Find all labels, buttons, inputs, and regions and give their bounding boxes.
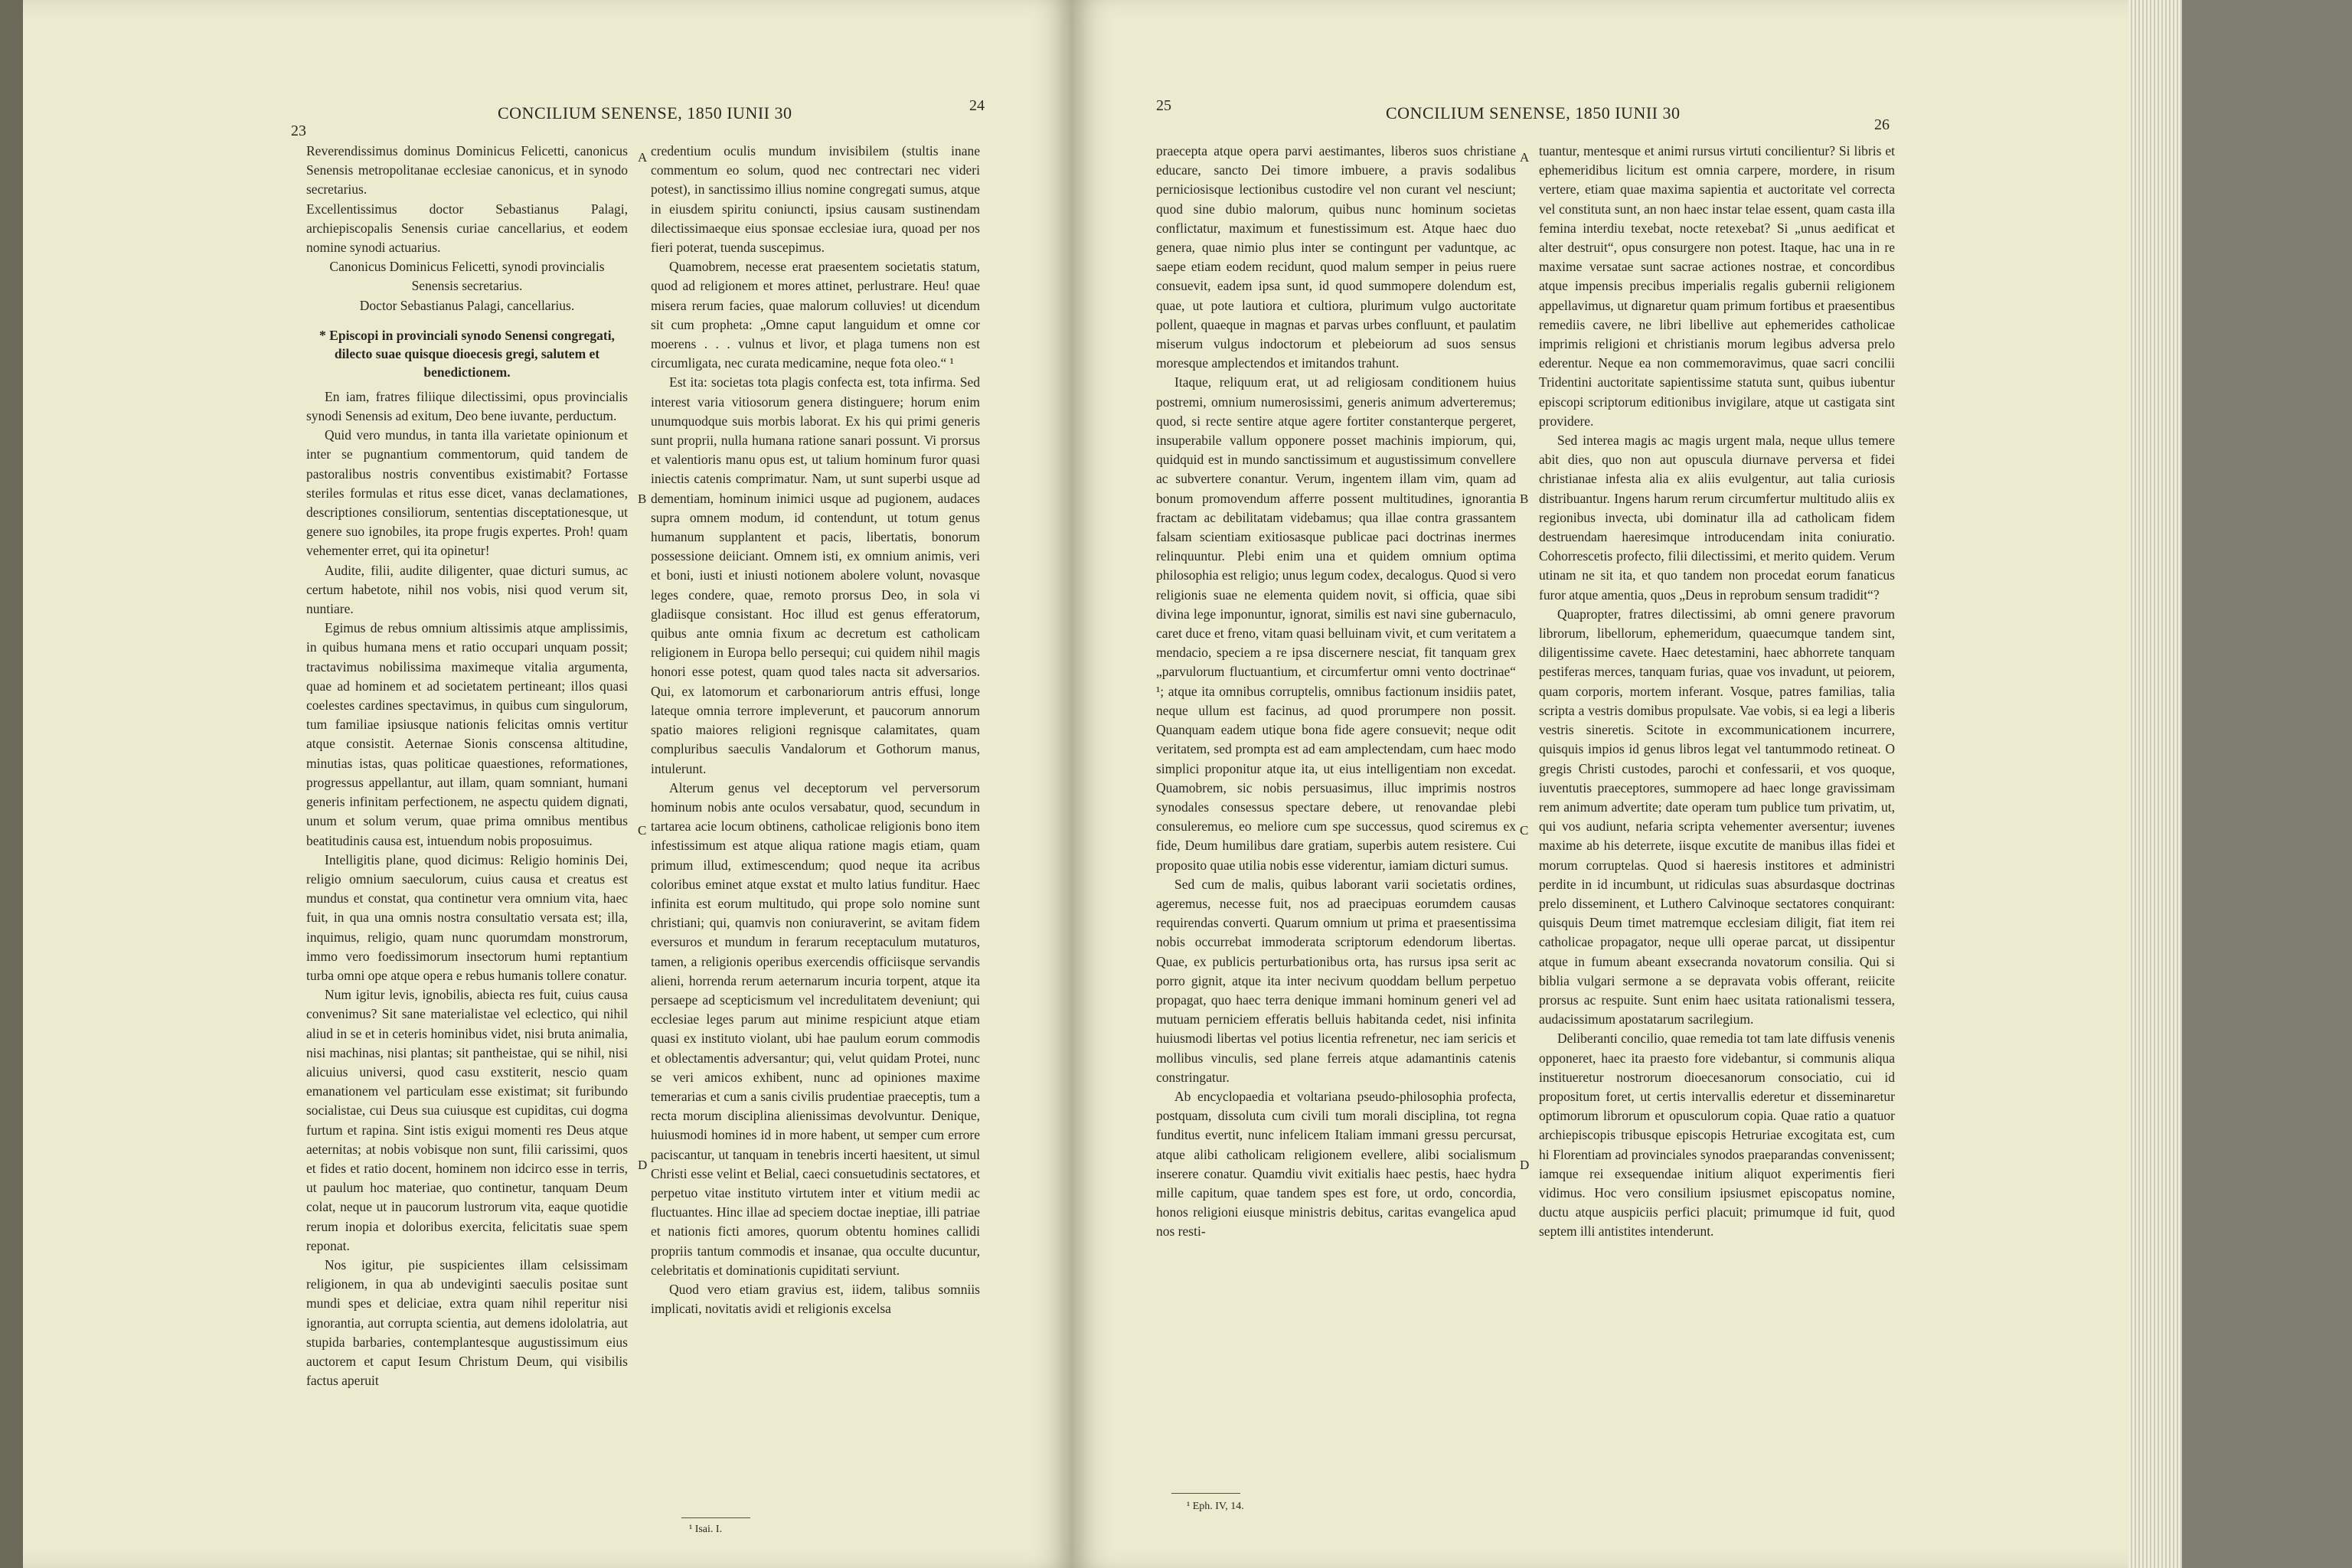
- paragraph: Audite, filii, audite diligenter, quae dicturi sumus, ac certum habetote, nihil nos vobis, nisi quod verum sit, nuntiare.: [306, 562, 628, 617]
- right-column-1: [1156, 142, 1516, 1504]
- paragraph: Nos igitur, pie suspicientes illam celsissimam religionem, in qua ab undeviginti saeculis positae sunt mundi spes et deliciae, extra quam nihil reperitur nisi ignorantia, aut corrupta scientia, aut demens idololatria, aut stupida barbaries, contemplantesque augustissimum eius auctorem et caput Iesum Christum Deum, qui visibilis factus aperuit: [306, 1256, 628, 1389]
- intro-paragraph: Excellentissimus doctor Sebastianus Palagi, archiepiscopalis Senensis curiae cancellarius, et eodem nomine synodi actuarius.: [306, 201, 628, 256]
- footnote-rule: [1171, 1493, 1240, 1494]
- left-page: [23, 0, 1072, 1568]
- paragraph: Ab encyclopaedia et voltariana pseudo-philosophia profecta, postquam, dissoluta cum civili tum morali disciplina, tot regna funditus evertit, nunc infelicem Italiam immani gressu percursat, atque alibi catholicam religionem evellere, alibi socialismum inserere conatur. Quamdiu vivit exitialis haec pestis, haec hydra mille capitum, quae tandem spes est fore, ut ordo, concordia, honos religioni eiusque ministris debitus, caritas evangelica apud nos resti-: [1156, 1088, 1516, 1240]
- paragraph: En iam, fratres filiique dilectissimi, opus provincialis synodi Senensis ad exitum, Deo bene iuvante, perductum.: [306, 388, 628, 424]
- page-number: 24: [969, 97, 985, 114]
- left-column-1: [306, 142, 628, 1504]
- page-number: 26: [1874, 116, 1890, 133]
- paragraph: Sed cum de malis, quibus laborant varii societatis ordines, ageremus, necesse fuit, nos ad praecipuas eorumdem causas requirendas converti. Quarum omnium ut prima et praesentissima nobis occurrebat immoderata scriptorum edendorum libertas. Quae, ex publicis perturbationibus orta, has rursus ipsa serit ac porro gignit, atque ita inter necivum quoddam bellum perpetuo propagat, quo haec terra denique immani hominum generi vel ad mutuam perniciem efferatis belluis habitanda cedet, nisi infinita huiusmodi libertas vel potius licentia refrenetur, nec iam sericis et mollibus vinculis, sed plane ferreis atque adamantinis catenis constringatur.: [1156, 876, 1516, 1085]
- letter-heading: * Episcopi in provinciali synodo Senensi congregati, dilecto suae quisque dioecesis gregi, salutem et benedictionem.: [319, 327, 615, 380]
- paragraph: Alterum genus vel deceptorum vel perversorum hominum nobis ante oculos versabatur, quod, secundum in tartarea acie locum obtinens, catholicae religionis bono item infestissimum est atque aliqua ratione magis etiam, quam primum illud, extimescendum; quod neque ita acribus coloribus eminet atque exstat et multo latius funditur. Haec infinita est eorum multitudo, qui prope solo nomine sunt christiani; qui, quamvis non coniuraverint, se avitam fidem eversuros et mundum in ferarum receptaculum mutaturos, tamen, a religionis operibus exercendis officiisque servandis alieni, horrenda rerum aeternarum incuria torpent, atque ita persaepe ad scepticismum vel incredulitatem deveniunt; qui ecclesiae leges parum aut minime respiciunt atque etiam quasi ex instituto violant, ubi hae paulum eorum commodis et oblectamentis adversantur; qui, velut quidam Protei, nunc se veri amicos exhibent, nunc ad opiniones maxime temerarias et cum a sanis civilis prudentiae praeceptis, tum a recta morum disciplina alienissimas devolvuntur. Denique, huiusmodi homines id in more habent, ut semper cum errore paciscantur, ut tanquam in tenebris incerti haesitent, ut simul Christi esse velint et Belial, caeci consuetudinis sectatores, et perpetuo vitae instituto virtutem inter et vitium medii ac fluctuantes. Hinc illae ad speciem doctae ineptiae, illi patriae et nationis ficti amores, quorum obtentu homines callidi propriis tantum commodis et insanae, qua occulte ducuntur, celebritatis et dominationis cupiditati serviunt.: [651, 779, 980, 1278]
- margin-letter: D: [638, 1158, 648, 1172]
- paragraph: Num igitur levis, ignobilis, abiecta res fuit, cuius causa convenimus? Sit sane materialistae vel eclectico, qui nihil aliud in se et in ceteris hominibus videt, nisi bruta animalia, nisi machinas, nisi plantas; sit pantheistae, qui se nihil, nisi alicuius universi, quod casu exstiterit, nescio quam emanationem vel particulam esse existimat; sit furibundo socialistae, cui Deus sua cuiusque est cupiditas, cui dogma furtum et rapina. Sint istis exigui momenti res Deus atque aeternitas; at nobis vobisque non sunt, filii carissimi, quos et fides et ratio docent, hominem non idcirco esse in terris, ut paulum hoc materiae, quo continetur, tanquam Deum colat, neque ut in paucorum lustrorum vita, eaque quotidie rerum inopia et doloribus exercita, felicitatis suae spem reponat.: [306, 987, 628, 1253]
- running-head: CONCILIUM SENENSE, 1850 IUNII 30: [1386, 103, 1681, 122]
- paragraph: Deliberanti concilio, quae remedia tot tam late diffusis venenis opponeret, haec ita praesto fore videbantur, si communis aliqua institueretur nostrorum dioecesanorum consociatio, cui id propositum foret, ut certis intervallis ederetur et disseminaretur optimorum librorum et opusculorum copia. Quae ratio a quatuor archiepiscopis tribusque episcopis Hetruriae excogitata est, cum hi Florentiam ad provinciales synodos praeparandas convenissent; iamque rei exsequendae initium aliquot experimentis fieri vidimus. Hoc vero consilium ipsiusmet episcopatus nomine, ductu atque auspiciis perfici placuit; primumque id fuit, quod septem illi antistites intenderunt.: [1539, 1031, 1895, 1240]
- paragraph: Quod vero etiam gravius est, iidem, talibus somniis implicati, novitatis avidi et religionis excelsa: [651, 1281, 980, 1317]
- right-page: [1072, 0, 2128, 1568]
- intro-paragraph: Reverendissimus dominus Dominicus Felicetti, canonicus Senensis metropolitanae ecclesiae canonicus, et in synodo secretarius.: [306, 143, 628, 198]
- paragraph: Quapropter, fratres dilectissimi, ab omni genere pravorum librorum, libellorum, ephemeridum, quaecumque tandem sint, diligentissime cavete. Haec detestamini, haec abhorrete tanquam pestiferas merces, tanquam furias, quae vos invadunt, ut peiorem, quam corporis, mortem inferant. Vosque, patres familias, talia scripta a vestris domibus propulsate. Vae vobis, si ea legi a liberis vestris sineretis. Scitote in excommunicationem incurrere, quisquis impios id genus libros legat vel tantummodo retineat. O gregis Christi custodes, parochi et confessarii, et vos quoque, iuventutis praeceptores, summopere ad haec longe gravissimam rem animum advertite; date operam tum publice tum privatim, ut, qui vos audiunt, nefaria scripta vehementer aversentur; iuvenes maxime ab his deterrete, iisque excutite de manibus illas fidei et morum corruptelas. Quod si haeresis institores et administri perdite in id incumbunt, ut ridiculas suas absurdasque doctrinas prelo disseminent, et Luthero Calvinoque sectatores conquirant: quisquis Deum timet matremque ecclesiam diligit, fiat item rei catholicae propagator, neque ulli operae parcat, ut dissipentur atque in fumum abeant exsecranda novatorum consilia. Qui si biblia vulgari sermone a se depravata vobis offerant, reiicite prorsus ac respuite. Sunt enim haec usitata rationalismi tessera, audacissimum apostatarum sacrilegium.: [1539, 606, 1895, 1027]
- margin-letter: A: [638, 150, 648, 165]
- footnote: ¹ Isai. I.: [689, 1524, 723, 1535]
- page-number: 23: [291, 122, 306, 139]
- paragraph: Intelligitis plane, quod dicimus: Religio hominis Dei, religio omnium saeculorum, cuius causa et creatus est mundus et constat, qua continetur vera omnium vita, haec fuit, in qua una omnis nostra consultatio versata est; illa, inquimus, religio, quam nunc quorumdam monstrorum, immo vero foedissimorum insectorum humi reptantium turba omni ope atque opera e rebus humanis tollere conatur.: [306, 851, 628, 983]
- margin-letter: B: [638, 492, 647, 506]
- paragraph: tuantur, mentesque et animi rursus virtuti concilientur? Si libris et ephemeridibus licitum est omnia carpere, mordere, in risum vertere, etiam quae maxima sapientia et auctoritate vel correcta vel constituta sunt, an non haec instar telae essent, quam casta illa femina interdiu texebat, nocte retexebat? Si „unus aedificat et alter destruit“, opus consurgere non potest. Itaque, hac una in re maxime versatae sunt sacrae actiones nostrae, et concordibus atque impensis precibus imperialis regalis gubernii religionem appellavimus, ut dignaretur quam primum fortibus et praesentibus remediis cavere, ne libri libellive aut ephemerides catholicae imprimis religioni et christianis morum legibus adversa prelo ederentur. Neque ea non commemoravimus, quae sacri concilii Tridentini auctoritate sapientissime statuta sunt, quibus iubentur episcopi scriptorum editionibus invigilare, atque ut castigata sint providere.: [1539, 143, 1895, 429]
- margin-letter: A: [1520, 150, 1530, 165]
- margin-letter: D: [1520, 1158, 1530, 1172]
- right-column-2: [1539, 142, 1895, 1504]
- footnote: ¹ Eph. IV, 14.: [1187, 1501, 1244, 1512]
- page-number: 25: [1156, 97, 1171, 114]
- paragraph: Egimus de rebus omnium altissimis atque amplissimis, in quibus humana mens et ratio occupari unquam possit; tractavimus nobilissima maximeque vitalia argumenta, quae ad hominem et ad societatem pertineant; illos quasi coelestes cardines spectavimus, in quibus cum singulorum, tum familiae ipsiusque nationis felicitas omnis vertitur atque consistit. Aeternae Sionis conscensa altitudine, minutias istas, quas politicae quaestiones, reformationes, progressus appellantur, aut illam, quam somniant, humani generis infinitam perfectionem, ne aspectu quidem dignati, unum et solum verum, quae prima omnibus mentibus beatitudinis causa est, intuendum nobis proposuimus.: [306, 620, 628, 848]
- paragraph: Itaque, reliquum erat, ut ad religiosam conditionem huius postremi, omnium numerosissimi, generis animum adverteremus; quod, si recte sentire atque agere fortiter constanterque pergeret, insuperabile vallum opponere posset machinis impiorum, qui, quidquid est in mundo sanctissimum et augustissimum convellere ac subvertere conantur. Verum, ingentem illam vim, quam ad bonum promovendum afferre possent multitudines, ignorantia fractam ac debilitatam videbamus; qua illae contra grassantem falsam scientiam exitiosasque publicae paci doctrinas inermes relinquuntur. Plebi enim una et quidem omnium optima philosophia est religio; unus legum codex, decalogus. Quod si vero religionis suae ne elementa quidem novit, si officia, quae sibi divina lege imponuntur, ignorat, similis est navi sine gubernaculo, caret duce et freno, vitam quasi belluinam vivit, et cum veritatem a mendacio, speciem a re ipsa discernere nesciat, fit tanquam grex „parvulorum fluctuantium, et circumfertur omni vento doctrinae“ ¹; atque ita omnibus corruptelis, omnibus factionum insidiis patet, neque ullum est facinus, ad quod prorumpere non possit. Quanquam eadem utique bona fide agere consuevit; neque odit veritatem, sed prompta est ad eam amplectendam, cum haec modo simplici proponitur atque ita, ut eius intelligentiam non excedat. Quamobrem, sic nobis persuasimus, illuc imprimis nostros synodales consessus spectare debere, ut renovandae plebi consuleremus, eo meliore cum spe successus, quod sciremus ex fide, Deum humilibus dare gratiam, superbis autem resistere. Cui proposito quae utilia nobis esse viderentur, iamiam dicturi sumus.: [1156, 374, 1516, 873]
- paragraph: credentium oculis mundum invisibilem (stultis inane commentum eo solum, quod nec contrectari nec videri potest), in sanctissimo illius nomine congregati sumus, atque in eiusdem spiritu coniuncti, ipsius causam sustinendam dilectissimaeque eius sponsae ecclesiae iura, quoad per nos fieri poterat, tuenda suscepimus.: [651, 143, 980, 256]
- running-head: CONCILIUM SENENSE, 1850 IUNII 30: [498, 103, 792, 122]
- margin-letter: C: [638, 823, 647, 838]
- table-background: [2182, 0, 2352, 1568]
- margin-letter: B: [1520, 492, 1529, 506]
- footnote-rule: [681, 1517, 750, 1518]
- signature-line: Doctor Sebastianus Palagi, cancellarius.: [359, 297, 575, 313]
- signature-line: Canonicus Dominicus Felicetti, synodi provincialis Senensis secretarius.: [329, 259, 605, 294]
- paragraph: Est ita: societas tota plagis confecta est, tota infirma. Sed interest varia vitiosorum genera distinguere; horum enim unumquodque suis morbis laborat. Ex his qui primi generis sunt proprii, nulla humana ratione sanari possunt. Vi prorsus et valentioris manu opus est, ut talium hominum furor quasi iniectis catenis comprimatur. Nam, ut sunt superbi usque ad dementiam, hominum inimici usque ad pugionem, audaces supra omnem modum, id contendunt, ut totum genus humanum supplantent et pacis, libertatis, bonorum possessione deiiciant. Omnem isti, ex omnium animis, veri et boni, iusti et iniusti notionem abolere volunt, novasque leges condere, quae, remoto prorsus Deo, in sola vi gladiisque consistant. Hoc illud est genus efferatorum, quibus ante omnia fixum ac decretum est catholicam religionem in Europa bello persequi; cui quidem nihil magis honori esse potest, quam quod tales nacta sit adversarios. Qui, ex latomorum et carbonariorum antris effusi, longe lateque omnia terrore impleverunt, et paucorum annorum spatio maiores religioni regnisque calamitates, quam compluribus saeculis Vandalorum et Gothorum manus, intulerunt.: [651, 374, 980, 776]
- margin-letter: C: [1520, 823, 1529, 838]
- paragraph: Quamobrem, necesse erat praesentem societatis statum, quod ad religionem et mores attinet, perlustrare. Heu! quae misera rerum facies, quae malorum colluvies! ut dicendum sit cum propheta: „Omne caput languidum et omne cor moerens . . . vulnus et livor, et plaga tumens non est circumligata, nec curata medicamine, neque fota oleo.“ ¹: [651, 259, 980, 371]
- left-column-2: [651, 142, 980, 1504]
- page-edges: [2128, 0, 2182, 1568]
- paragraph: praecepta atque opera parvi aestimantes, liberos suos christiane educare, sancto Dei timore imbuere, a pravis sodalibus perniciosisque lectionibus custodire vel non curant vel nesciunt; quod sine dubio malorum, quibus nunc hominum societas conflictatur, maximum et funestissimum est. Atque haec duo genera, quae nimio plus inter se contingunt per vaduntque, ac saepe etiam eodem recidunt, quod malum semper in peius ruere consuevit, eadem ipsa sunt, id quod summopere dolendum est, quae, ut pote lautiora et cultiora, plurimum vulgo auctoritate pollent, quaeque in magnas et parvas urbes confluunt, et paulatim miserum vulgus indoctorum et plebeiorum ad suos sensus moresque amplectendos et imitandos trahunt.: [1156, 143, 1516, 371]
- paragraph: Quid vero mundus, in tanta illa varietate opinionum et inter se pugnantium commentorum, quid tandem de pastoralibus nostris conventibus existimabit? Fortasse steriles formulas et ritus esse dicet, vanas declamationes, descriptiones consiliorum, sententias disceptationesque, ut genere suo ignobiles, ita prope frugis expertes. Proh! quam vehementer erret, qui ita opinetur!: [306, 427, 628, 559]
- paragraph: Sed interea magis ac magis urgent mala, neque ullus temere abit dies, quo non aut opuscula diurnave perversa et fidei christianae infesta alia ex aliis evulgentur, aut talia curiosis distribuantur. Ingens harum rerum circumfertur multitudo aliis ex regionibus invecta, ubi dominatur illa ad catholicam fidem destruendam haeresimque introducendam inita coniuratio. Cohorrescetis profecto, filii dilectissimi, et merito quidem. Verum utinam ne sit ita, et quo tandem non procedat eorum fanaticus furor atque amentia, quos „Deus in reprobum sensum tradidit“?: [1539, 433, 1895, 603]
